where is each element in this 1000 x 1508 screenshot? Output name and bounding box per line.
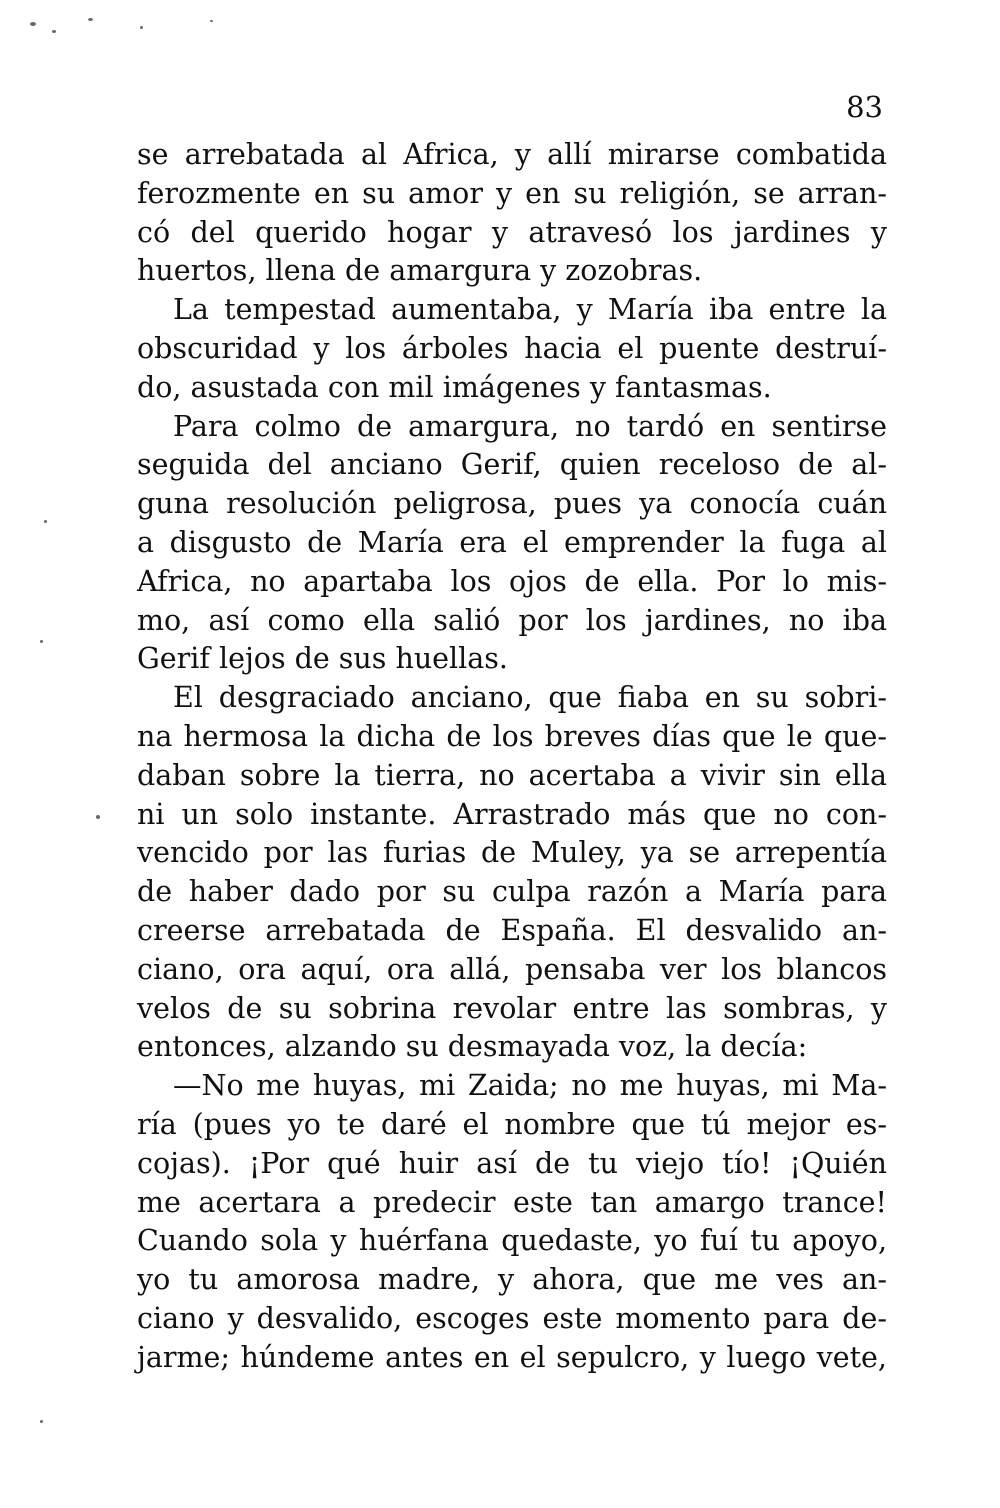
scan-speck [140,26,143,29]
text-line: guna resolución peligrosa, pues ya conocía cuán [137,487,887,521]
text-line: Para colmo de amargura, no tardó en sentirse [173,409,887,443]
text-line: mo, así como ella salió por los jardines, no iba [137,603,887,637]
scan-speck [88,18,93,21]
text-line: có del querido hogar y atravesó los jardines y [137,215,887,249]
text-line: vencido por las furias de Muley, ya se arrepentía [137,836,887,870]
text-line: El desgraciado anciano, que fiaba en su sobri- [173,681,887,715]
text-line: do, asustada con mil imágenes y fantasmas. [137,370,772,404]
text-line: me acertara a predecir este tan amargo trance! [137,1185,887,1219]
text-line: ría (pues yo te daré el nombre que tú mejor es- [137,1107,887,1141]
text-line: creerse arrebatada de España. El desvalido an- [137,913,887,947]
text-line: cojas). ¡Por qué huir así de tu viejo tío! ¡Quién [137,1146,887,1180]
text-line: Gerif lejos de sus huellas. [137,642,508,676]
text-line: huertos, llena de amargura y zozobras. [137,254,703,288]
text-line: La tempestad aumentaba, y María iba entre la [173,293,887,327]
text-line: se arrebatada al Africa, y allí mirarse combatida [137,138,887,171]
scan-speck [210,20,213,22]
page-number: 83 [846,90,883,124]
text-line: a disgusto de María era el emprender la fuga al [137,525,887,559]
scan-speck [96,815,100,819]
scan-speck [52,30,56,33]
text-line: Cuando sola y huérfana quedaste, yo fuí tu apoyo, [137,1224,887,1258]
text-line: velos de su sobrina revolar entre las sombras, y [137,991,887,1025]
body-text [137,136,887,1378]
text-line: —No me huyas, mi Zaida; no me huyas, mi Ma- [173,1069,887,1103]
text-line: Africa, no apartaba los ojos de ella. Por lo mis- [137,564,887,598]
text-line: ferozmente en su amor y en su religión, se arran- [137,176,887,210]
text-line: ciano, ora aquí, ora allá, pensaba ver los blancos [137,952,887,986]
text-line: jarme; húndeme antes en el sepulcro, y luego vete, [137,1340,887,1374]
scan-speck [40,1420,43,1423]
text-line: de haber dado por su culpa razón a María para [137,875,887,909]
scan-speck [30,22,36,26]
text-line: entonces, alzando su desmayada voz, la decía: [137,1030,808,1064]
text-line: daban sobre la tierra, no acertaba a vivir sin ella [137,758,887,792]
text-line: seguida del anciano Gerif, quien receloso de al- [137,448,887,482]
scan-speck [40,640,43,643]
text-line: yo tu amorosa madre, y ahora, que me ves an- [137,1263,887,1297]
text-line: ni un solo instante. Arrastrado más que no con- [137,797,887,831]
scan-speck [44,520,47,523]
text-line: na hermosa la dicha de los breves días que le que- [137,719,887,753]
text-line: obscuridad y los árboles hacia el puente destruí- [137,331,887,365]
text-line: ciano y desvalido, escoges este momento para de- [137,1301,887,1335]
